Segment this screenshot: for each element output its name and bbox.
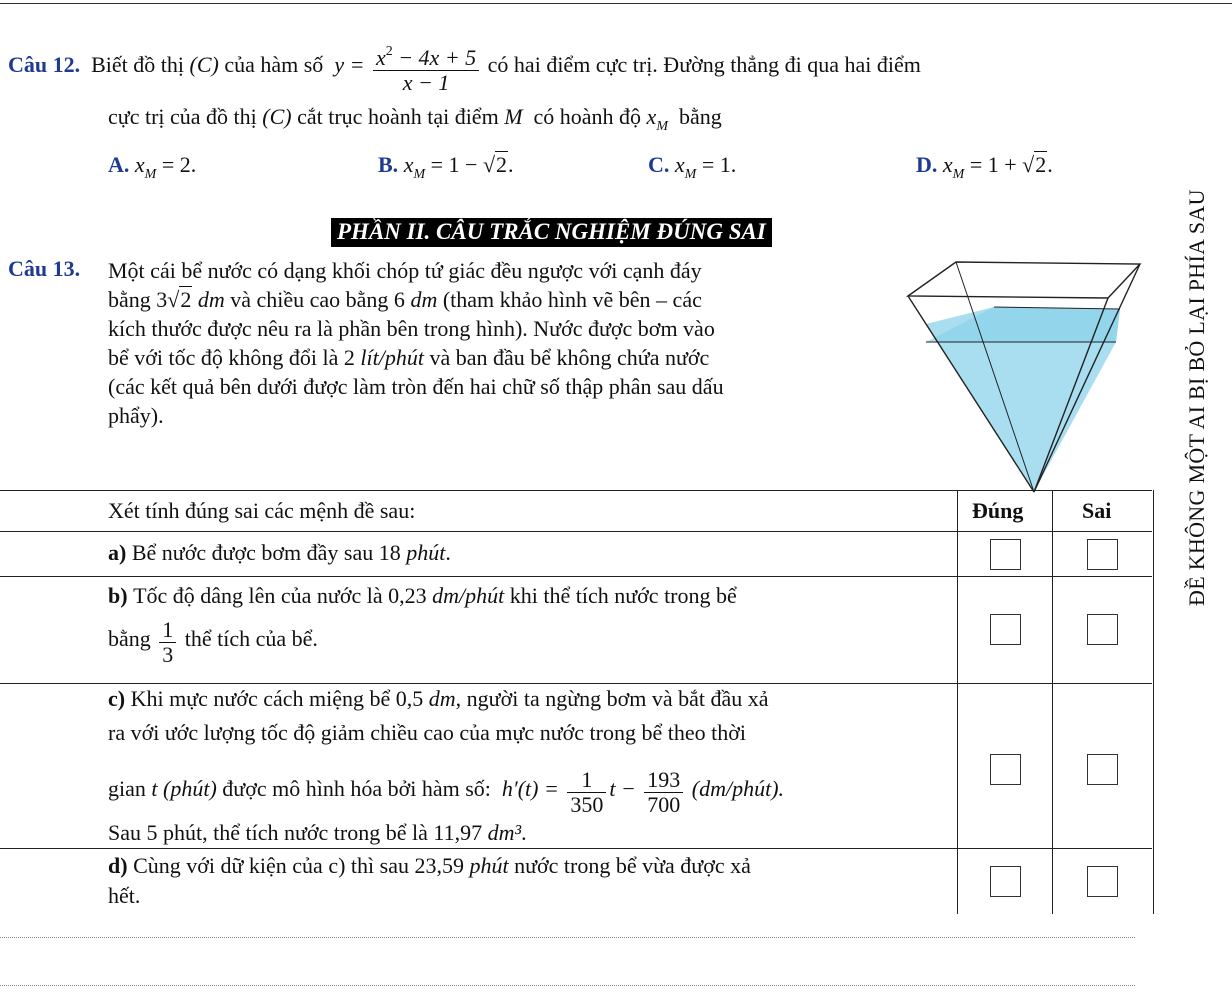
checkbox-a-false[interactable] [1087,539,1118,570]
checkbox-b-true[interactable] [990,614,1021,645]
checkbox-c-false[interactable] [1087,754,1118,785]
q12-line1: Câu 12. Biết đồ thị (C) của hàm số y = $\frac{x^2 - 4x + 5}{x - 1}$ có hai điểm cực trị. Đường thẳng đi qua hai điểm [8,44,921,96]
tank-rim [908,262,1140,298]
table-line [0,576,1152,577]
statement-b-line2: bằng $\frac{1}{3}$ thể tích của bể. [108,617,318,668]
table-line [0,490,1152,491]
answer-line [0,985,1135,986]
q12-option-a[interactable]: A. $x_M = 2$. [108,152,197,182]
section-title: PHẦN II. CÂU TRẮC NGHIỆM ĐÚNG SAI [331,218,772,247]
table-header: Xét tính đúng sai các mệnh đề sau: [108,498,416,523]
q13-text: Một cái bể nước có dạng khối chóp tứ giác đều ngược với cạnh đáy bằng 3√2 dm và chiều cao bằng 6 dm (tham khảo hình vẽ bên – các kích thước được nêu ra là phần bên trong hình). Nước được bơm vào bể với tốc độ không đổi là 2 lít/phút và ban đầu bể không chứa nước (các kết quả bên dưới được làm tròn đến hai chữ số thập phân sau dấu phẩy). [108,258,724,428]
inverted-pyramid-figure [900,250,1160,500]
table-line [0,531,1152,532]
function-fraction: $\frac{x^2 - 4x + 5}{x - 1}$ [373,44,479,95]
table-line [0,848,1152,849]
table-col-divider [1153,490,1154,914]
statement-a: a) Bể nước được bơm đầy sau 18 phút. [108,540,451,565]
statement-c-line4: Sau 5 phút, thể tích nước trong bể là 11,97 dm³. [108,820,527,845]
q13-label: Câu 13. [8,256,81,281]
q12-option-d[interactable]: D. $x_M = 1 + √2$. [916,152,1053,182]
checkbox-d-true[interactable] [990,866,1021,897]
statement-d: d) Cùng với dữ kiện của c) thì sau 23,59 phút nước trong bể vừa được xả [108,853,751,878]
checkbox-d-false[interactable] [1087,866,1118,897]
table-col-divider [1052,490,1053,914]
checkbox-a-true[interactable] [990,539,1021,570]
statement-c-line3: gian t (phút) được mô hình hóa bởi hàm số: h′(t) = $\frac{1}{350}$ t − $\frac{193}{700}$ (dm/phút). [108,767,785,818]
statement-d-line2: hết. [108,883,141,908]
statement-b: b) Tốc độ dâng lên của nước là 0,23 dm/phút khi thể tích nước trong bể [108,583,737,608]
statement-c: c) Khi mực nước cách miệng bể 0,5 dm, người ta ngừng bơm và bắt đầu xả [108,686,769,711]
checkbox-c-true[interactable] [990,754,1021,785]
checkbox-b-false[interactable] [1087,614,1118,645]
curve-C: (C) [189,52,219,78]
top-rule [0,3,1232,4]
q12-option-c[interactable]: C. $x_M = 1$. [648,152,737,182]
col-false-header: Sai [1082,498,1112,523]
q12-option-b[interactable]: B. $x_M = 1 - √2$. [378,152,514,182]
q12-label: Câu 12. [8,52,81,78]
statement-c-line2: ra với ước lượng tốc độ giảm chiều cao của mực nước trong bể theo thời [108,720,746,745]
q12-line2: cực trị của đồ thị (C) cắt trục hoành tại điểm M có hoành độ $x_M$ bằng [108,104,722,134]
table-col-divider [957,490,958,914]
answer-line [0,937,1135,938]
col-true-header: Đúng [972,498,1024,523]
side-slogan: ĐỀ KHÔNG MỘT AI BỊ BỎ LẠI PHÍA SAU [1184,189,1209,606]
